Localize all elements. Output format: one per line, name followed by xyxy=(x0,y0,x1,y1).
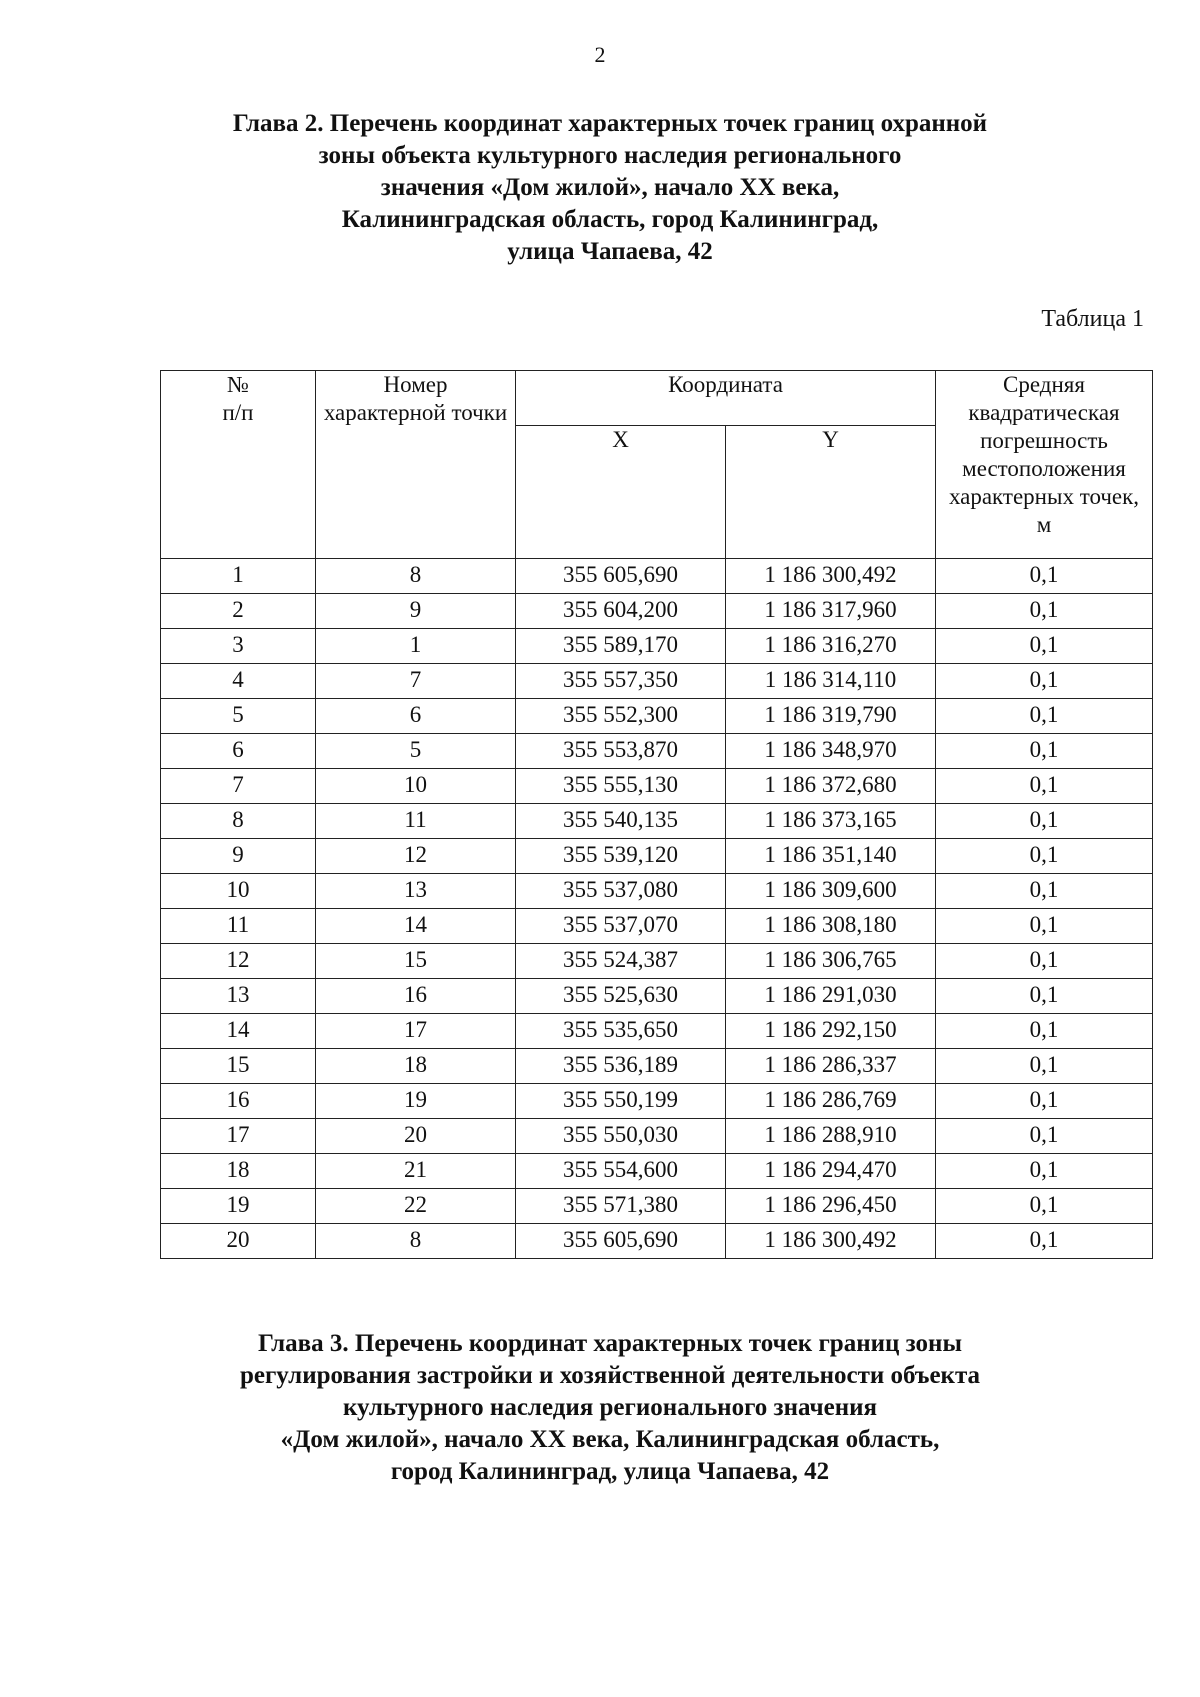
point-number-cell: 10 xyxy=(316,769,516,804)
y-coordinate-cell: 1 186 308,180 xyxy=(726,909,936,944)
point-number-cell: 14 xyxy=(316,909,516,944)
point-number-cell: 19 xyxy=(316,1084,516,1119)
table-row xyxy=(161,734,1153,769)
x-coordinate-cell: 355 554,600 xyxy=(516,1154,726,1189)
y-coordinate-cell: 1 186 286,769 xyxy=(726,1084,936,1119)
table-row xyxy=(161,1084,1153,1119)
y-coordinate-cell: 1 186 291,030 xyxy=(726,979,936,1014)
row-number-cell: 2 xyxy=(161,594,316,629)
row-number-cell: 20 xyxy=(161,1224,316,1259)
table-row xyxy=(161,804,1153,839)
header-row-number xyxy=(161,371,316,559)
row-number-cell: 19 xyxy=(161,1189,316,1224)
row-number-cell: 17 xyxy=(161,1119,316,1154)
x-coordinate-cell: 355 525,630 xyxy=(516,979,726,1014)
y-coordinate-cell: 1 186 317,960 xyxy=(726,594,936,629)
y-coordinate-cell: 1 186 292,150 xyxy=(726,1014,936,1049)
chapter-3-title-line: город Калининград, улица Чапаева, 42 xyxy=(390,1458,830,1485)
table-row xyxy=(161,1224,1153,1259)
point-number-cell: 20 xyxy=(316,1119,516,1154)
row-number-cell: 4 xyxy=(161,664,316,699)
y-coordinate-cell: 1 186 300,492 xyxy=(726,1224,936,1259)
table-row xyxy=(161,909,1153,944)
error-cell: 0,1 xyxy=(936,909,1153,944)
point-number-cell: 22 xyxy=(316,1189,516,1224)
error-cell: 0,1 xyxy=(936,944,1153,979)
point-number-cell: 5 xyxy=(316,734,516,769)
header-y: Y xyxy=(726,426,936,559)
x-coordinate-cell: 355 550,199 xyxy=(516,1084,726,1119)
error-cell: 0,1 xyxy=(936,1014,1153,1049)
row-number-cell: 15 xyxy=(161,1049,316,1084)
chapter-3-title-line: регулирования застройки и хозяйственной деятельности объекта xyxy=(239,1362,981,1389)
table-row xyxy=(161,1154,1153,1189)
x-coordinate-cell: 355 553,870 xyxy=(516,734,726,769)
y-coordinate-cell: 1 186 296,450 xyxy=(726,1189,936,1224)
y-coordinate-cell: 1 186 314,110 xyxy=(726,664,936,699)
table-row xyxy=(161,1014,1153,1049)
coordinates-table xyxy=(160,370,1153,1259)
table-row xyxy=(161,594,1153,629)
chapter-3-title xyxy=(150,1328,1070,1488)
x-coordinate-cell: 355 537,070 xyxy=(516,909,726,944)
header-mean-square-error xyxy=(936,371,1153,559)
table-row xyxy=(161,979,1153,1014)
error-cell: 0,1 xyxy=(936,979,1153,1014)
chapter-3-title-line: Глава 3. Перечень координат характерных точек границ зоны xyxy=(258,1330,962,1357)
row-number-cell: 10 xyxy=(161,874,316,909)
point-number-cell: 15 xyxy=(316,944,516,979)
error-cell: 0,1 xyxy=(936,1189,1153,1224)
header-x: X xyxy=(516,426,726,559)
chapter-2-title-line: Калининградская область, город Калининград, xyxy=(341,206,879,233)
point-number-cell: 12 xyxy=(316,839,516,874)
y-coordinate-cell: 1 186 286,337 xyxy=(726,1049,936,1084)
y-coordinate-cell: 1 186 316,270 xyxy=(726,629,936,664)
table-row xyxy=(161,1189,1153,1224)
y-coordinate-cell: 1 186 306,765 xyxy=(726,944,936,979)
chapter-2-title-line: улица Чапаева, 42 xyxy=(507,238,713,265)
point-number-cell: 13 xyxy=(316,874,516,909)
y-coordinate-cell: 1 186 373,165 xyxy=(726,804,936,839)
row-number-cell: 13 xyxy=(161,979,316,1014)
x-coordinate-cell: 355 536,189 xyxy=(516,1049,726,1084)
error-cell: 0,1 xyxy=(936,1049,1153,1084)
error-cell: 0,1 xyxy=(936,664,1153,699)
x-coordinate-cell: 355 571,380 xyxy=(516,1189,726,1224)
header-error-line: Средняя xyxy=(1003,372,1085,397)
table-row xyxy=(161,559,1153,594)
point-number-cell: 16 xyxy=(316,979,516,1014)
error-cell: 0,1 xyxy=(936,1154,1153,1189)
x-coordinate-cell: 355 540,135 xyxy=(516,804,726,839)
table-row xyxy=(161,839,1153,874)
point-number-cell: 11 xyxy=(316,804,516,839)
y-coordinate-cell: 1 186 309,600 xyxy=(726,874,936,909)
table-row xyxy=(161,1119,1153,1154)
error-cell: 0,1 xyxy=(936,769,1153,804)
y-coordinate-cell: 1 186 319,790 xyxy=(726,699,936,734)
point-number-cell: 8 xyxy=(316,1224,516,1259)
row-number-cell: 8 xyxy=(161,804,316,839)
point-number-cell: 6 xyxy=(316,699,516,734)
table-row xyxy=(161,699,1153,734)
row-number-cell: 18 xyxy=(161,1154,316,1189)
error-cell: 0,1 xyxy=(936,629,1153,664)
header-error-line: местоположения xyxy=(962,456,1126,481)
error-cell: 0,1 xyxy=(936,734,1153,769)
y-coordinate-cell: 1 186 288,910 xyxy=(726,1119,936,1154)
y-coordinate-cell: 1 186 351,140 xyxy=(726,839,936,874)
table-row xyxy=(161,629,1153,664)
x-coordinate-cell: 355 539,120 xyxy=(516,839,726,874)
x-coordinate-cell: 355 604,200 xyxy=(516,594,726,629)
point-number-cell: 18 xyxy=(316,1049,516,1084)
table-row xyxy=(161,664,1153,699)
chapter-3-title-line: культурного наследия регионального значения xyxy=(342,1394,878,1421)
chapter-3-title-line: «Дом жилой», начало XX века, Калининградская область, xyxy=(280,1426,940,1453)
x-coordinate-cell: 355 605,690 xyxy=(516,559,726,594)
error-cell: 0,1 xyxy=(936,594,1153,629)
y-coordinate-cell: 1 186 300,492 xyxy=(726,559,936,594)
x-coordinate-cell: 355 524,387 xyxy=(516,944,726,979)
table-row xyxy=(161,944,1153,979)
point-number-cell: 7 xyxy=(316,664,516,699)
row-number-cell: 1 xyxy=(161,559,316,594)
error-cell: 0,1 xyxy=(936,839,1153,874)
point-number-cell: 1 xyxy=(316,629,516,664)
y-coordinate-cell: 1 186 294,470 xyxy=(726,1154,936,1189)
table-row xyxy=(161,874,1153,909)
error-cell: 0,1 xyxy=(936,699,1153,734)
table-row xyxy=(161,1049,1153,1084)
error-cell: 0,1 xyxy=(936,1119,1153,1154)
header-error-line: квадратическая xyxy=(968,400,1120,425)
error-cell: 0,1 xyxy=(936,874,1153,909)
point-number-cell: 17 xyxy=(316,1014,516,1049)
error-cell: 0,1 xyxy=(936,1084,1153,1119)
row-number-cell: 16 xyxy=(161,1084,316,1119)
x-coordinate-cell: 355 589,170 xyxy=(516,629,726,664)
y-coordinate-cell: 1 186 348,970 xyxy=(726,734,936,769)
point-number-cell: 21 xyxy=(316,1154,516,1189)
chapter-2-title xyxy=(150,108,1070,268)
header-error-line: характерных точек, xyxy=(948,484,1140,509)
header-row-number-line: № xyxy=(227,372,249,397)
chapter-2-title-line: Глава 2. Перечень координат характерных точек границ охранной xyxy=(232,110,988,137)
row-number-cell: 6 xyxy=(161,734,316,769)
page-number: 2 xyxy=(594,42,606,67)
error-cell: 0,1 xyxy=(936,1224,1153,1259)
error-cell: 0,1 xyxy=(936,559,1153,594)
point-number-cell: 9 xyxy=(316,594,516,629)
header-point-number xyxy=(316,371,516,559)
row-number-cell: 7 xyxy=(161,769,316,804)
header-point-number-line: Номер xyxy=(383,372,448,397)
x-coordinate-cell: 355 550,030 xyxy=(516,1119,726,1154)
chapter-2-title-line: значения «Дом жилой», начало XX века, xyxy=(380,174,840,201)
row-number-cell: 3 xyxy=(161,629,316,664)
row-number-cell: 9 xyxy=(161,839,316,874)
x-coordinate-cell: 355 555,130 xyxy=(516,769,726,804)
x-coordinate-cell: 355 552,300 xyxy=(516,699,726,734)
x-coordinate-cell: 355 537,080 xyxy=(516,874,726,909)
x-coordinate-cell: 355 535,650 xyxy=(516,1014,726,1049)
row-number-cell: 14 xyxy=(161,1014,316,1049)
header-row-number-line: п/п xyxy=(222,400,254,425)
row-number-cell: 12 xyxy=(161,944,316,979)
error-cell: 0,1 xyxy=(936,804,1153,839)
x-coordinate-cell: 355 605,690 xyxy=(516,1224,726,1259)
chapter-2-title-line: зоны объекта культурного наследия регионального xyxy=(318,142,902,169)
row-number-cell: 5 xyxy=(161,699,316,734)
y-coordinate-cell: 1 186 372,680 xyxy=(726,769,936,804)
header-point-number-line: характерной точки xyxy=(323,400,508,425)
row-number-cell: 11 xyxy=(161,909,316,944)
header-error-line: м xyxy=(1036,512,1052,537)
header-coordinate: Координата xyxy=(516,371,936,426)
table-row xyxy=(161,769,1153,804)
x-coordinate-cell: 355 557,350 xyxy=(516,664,726,699)
point-number-cell: 8 xyxy=(316,559,516,594)
table-label: Таблица 1 xyxy=(1041,306,1144,332)
header-error-line: погрешность xyxy=(980,428,1108,453)
